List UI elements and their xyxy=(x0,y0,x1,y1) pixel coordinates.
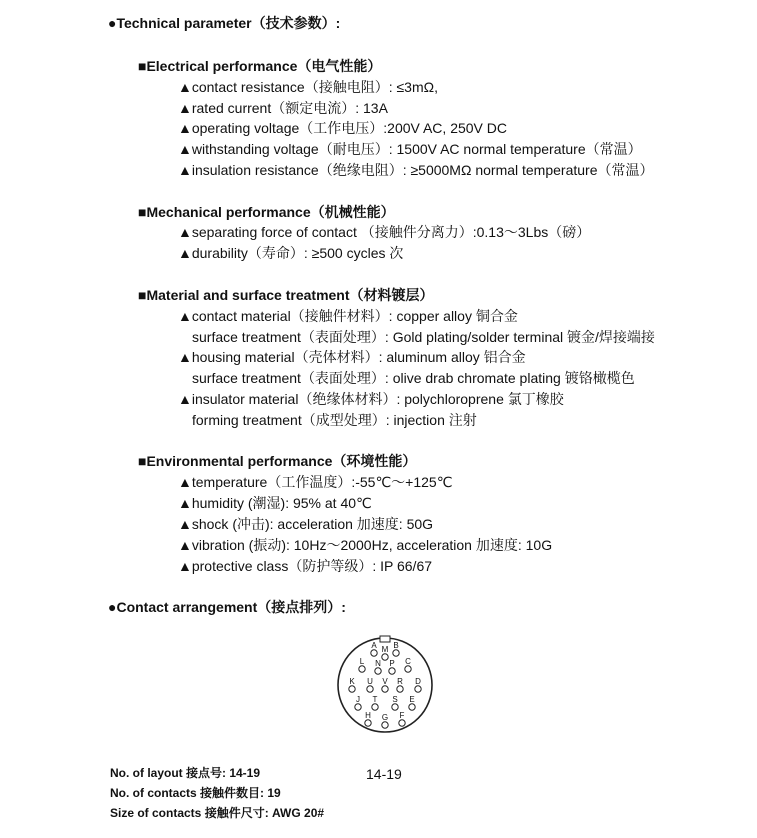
electrical-performance-title: ■Electrical performance（电气性能） xyxy=(138,58,382,74)
spec-line: ▲vibration (振动): 10Hz～2000Hz, acceleration 加速度: 10G xyxy=(178,537,553,553)
spec-line: ▲contact resistance（接触电阻）: ≤3mΩ, xyxy=(178,79,438,95)
pin-label: C xyxy=(405,657,411,666)
contact-pin xyxy=(389,668,395,674)
pin-label: T xyxy=(372,695,378,704)
spec-line: ▲housing material（壳体材料）: aluminum alloy 铝合金 xyxy=(178,349,526,365)
pin-label: B xyxy=(393,641,399,650)
contact-pin xyxy=(382,654,388,660)
pin-label: N xyxy=(375,659,381,668)
spec-line: ▲contact material（接触件材料）: copper alloy 铜合金 xyxy=(178,308,518,324)
spec-line: ▲temperature（工作温度）:-55℃～+125℃ xyxy=(178,474,453,490)
spec-line: ▲durability（寿命）: ≥500 cycles 次 xyxy=(178,245,404,261)
pin-label: U xyxy=(367,677,373,686)
pin-label: K xyxy=(349,677,355,686)
key-notch xyxy=(380,636,390,642)
contact-size: Size of contacts 接触件尺寸: AWG 20# xyxy=(110,806,325,820)
pin-label: E xyxy=(409,695,415,704)
mechanical-performance-title: ■Mechanical performance（机械性能） xyxy=(138,204,395,220)
spec-line: ▲humidity (潮湿): 95% at 40℃ xyxy=(178,495,372,511)
spec-line: ▲withstanding voltage（耐电压）: 1500V AC normal temperature（常温） xyxy=(178,141,642,157)
spec-line: ▲protective class（防护等级）: IP 66/67 xyxy=(178,558,433,574)
contact-pin xyxy=(405,666,411,672)
pin-label: L xyxy=(359,657,365,666)
contact-pin xyxy=(371,650,377,656)
contact-pin xyxy=(375,668,381,674)
diagram-caption: 14-19 xyxy=(366,766,402,782)
technical-parameter-heading: ●Technical parameter（技术参数）: xyxy=(108,15,341,31)
pin-label: P xyxy=(389,659,395,668)
pin-label: S xyxy=(392,695,398,704)
contact-pin xyxy=(365,720,371,726)
contact-pin xyxy=(392,704,398,710)
layout-number: No. of layout 接点号: 14-19 xyxy=(110,766,261,780)
pin-label: D xyxy=(415,677,421,686)
spec-line: ▲insulator material（绝缘体材料）: polychloroprene 氯丁橡胶 xyxy=(178,391,564,407)
contact-pin xyxy=(359,666,365,672)
pin-label: H xyxy=(365,711,371,720)
pin-label: G xyxy=(381,713,389,722)
spec-line: ▲shock (冲击): acceleration 加速度: 50G xyxy=(178,516,434,532)
pin-label: F xyxy=(399,711,405,720)
pin-label: V xyxy=(382,677,388,686)
contact-arrangement-heading: ●Contact arrangement（接点排列）: xyxy=(108,599,346,615)
spec-line: surface treatment（表面处理）: olive drab chromate plating 镀铬橄榄色 xyxy=(192,370,635,386)
contact-pin xyxy=(367,686,373,692)
contact-pin xyxy=(382,722,388,728)
spec-line: surface treatment（表面处理）: Gold plating/solder terminal 镀金/焊接端接 xyxy=(192,329,655,345)
spec-line: ▲operating voltage（工作电压）:200V AC, 250V DC xyxy=(178,120,508,136)
pin-label: R xyxy=(397,677,403,686)
contact-pin xyxy=(372,704,378,710)
spec-line: ▲insulation resistance（绝缘电阻）: ≥5000MΩ normal temperature（常温） xyxy=(178,162,654,178)
pin-label: A xyxy=(371,641,377,650)
material-surface-title: ■Material and surface treatment（材料镀层） xyxy=(138,287,434,303)
pin-label: J xyxy=(356,695,360,704)
contact-pin xyxy=(349,686,355,692)
contact-pin xyxy=(409,704,415,710)
contact-pin xyxy=(415,686,421,692)
contact-pin xyxy=(399,720,405,726)
contact-pin xyxy=(382,686,388,692)
spec-line: ▲rated current（额定电流）: 13A xyxy=(178,100,388,116)
connector-face-diagram xyxy=(330,630,440,740)
contact-pin xyxy=(393,650,399,656)
spec-line: forming treatment（成型处理）: injection 注射 xyxy=(192,412,477,428)
spec-line: ▲separating force of contact （接触件分离力）:0.13～3Lbs（磅） xyxy=(178,224,591,240)
environmental-performance-title: ■Environmental performance（环境性能） xyxy=(138,453,417,469)
pin-label: M xyxy=(381,645,389,654)
contact-count: No. of contacts 接触件数目: 19 xyxy=(110,786,281,800)
contact-pin xyxy=(397,686,403,692)
contact-pin xyxy=(355,704,361,710)
